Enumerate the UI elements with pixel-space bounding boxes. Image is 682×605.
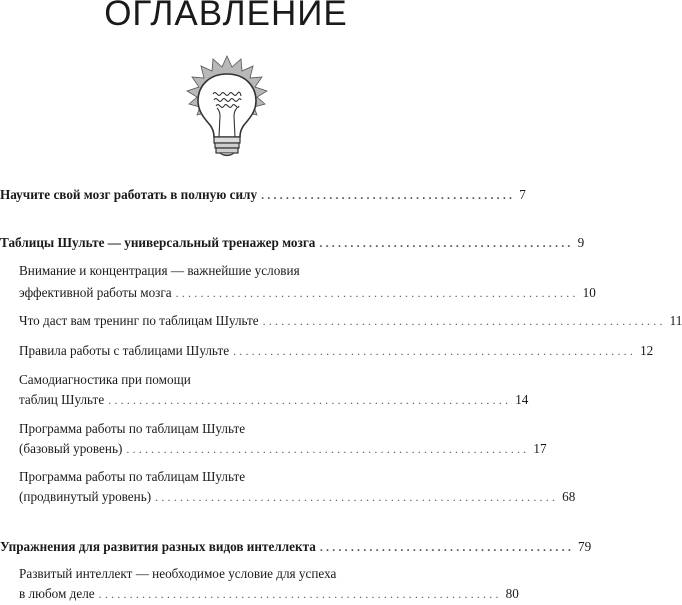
toc-leader-dots: ................................................................. [98, 587, 502, 601]
toc-leader-dots: ................................................................. [155, 490, 559, 504]
toc-entry[interactable] [0, 232, 585, 254]
toc-entry-title: Таблицы Шульте — универсальный тренажер мозга [0, 235, 316, 250]
toc-entry-title-line: Внимание и концентрация — важнейшие условия [19, 263, 300, 278]
toc-page-number: 7 [519, 187, 526, 202]
toc-page-number: 10 [582, 285, 596, 300]
toc-entry-title-line: Программа работы по таблицам Шульте [19, 469, 246, 484]
toc-leader-dots: ......................................... [319, 540, 575, 554]
toc-page-number: 9 [577, 235, 585, 250]
toc-leader-dots: ................................................................. [108, 393, 512, 407]
toc-page-number: 79 [578, 539, 592, 554]
toc-entry-title: в любом деле [19, 586, 95, 601]
toc-entry[interactable] [19, 389, 529, 411]
toc-entry-title-line: Развитый интеллект — необходимое условие для успеха [19, 566, 337, 581]
toc-entry[interactable] [19, 438, 547, 460]
toc-entry-title-line: Программа работы по таблицам Шульте [19, 421, 246, 436]
toc-page-number: 12 [640, 343, 654, 358]
toc-entry-title: (продвинутый уровень) [19, 489, 152, 504]
toc-entry-title: Упражнения для развития разных видов интеллекта [0, 539, 316, 554]
toc-leader-dots: ......................................... [261, 188, 516, 202]
toc-leader-dots: ......................................... [319, 236, 574, 250]
toc-entry-title: Правила работы с таблицами Шульте [19, 343, 230, 358]
toc-page-number: 17 [533, 441, 547, 456]
toc-leader-dots: ................................................................. [175, 286, 579, 300]
toc-entry-title-line: Самодиагностика при помощи [19, 372, 191, 387]
page-title: ОГЛАВЛЕНИЕ [104, 0, 348, 33]
toc-leader-dots: ................................................................. [126, 442, 530, 456]
toc-entry-title: Научите свой мозг работать в полную силу [0, 187, 258, 202]
toc-entry[interactable] [19, 282, 596, 304]
toc-entry-title: таблиц Шульте [19, 392, 105, 407]
toc-entry-title: Что даст вам тренинг по таблицам Шульте [19, 313, 259, 328]
toc-entry[interactable] [19, 583, 519, 605]
toc-entry-title: эффективной работы мозга [19, 285, 172, 300]
toc-leader-dots: ................................................................. [233, 344, 637, 358]
toc-entry[interactable] [19, 486, 576, 508]
toc-page-number: 14 [515, 392, 529, 407]
toc-page-number: 68 [562, 489, 576, 504]
toc-page-number: 11 [669, 313, 682, 328]
toc-entry-title: (базовый уровень) [19, 441, 123, 456]
toc-entry[interactable] [0, 184, 526, 206]
toc-leader-dots: ................................................................. [262, 314, 666, 328]
toc-entry[interactable] [19, 310, 682, 332]
toc-page-number: 80 [505, 586, 519, 601]
toc-entry[interactable] [0, 536, 592, 558]
toc-entry[interactable] [19, 340, 654, 362]
